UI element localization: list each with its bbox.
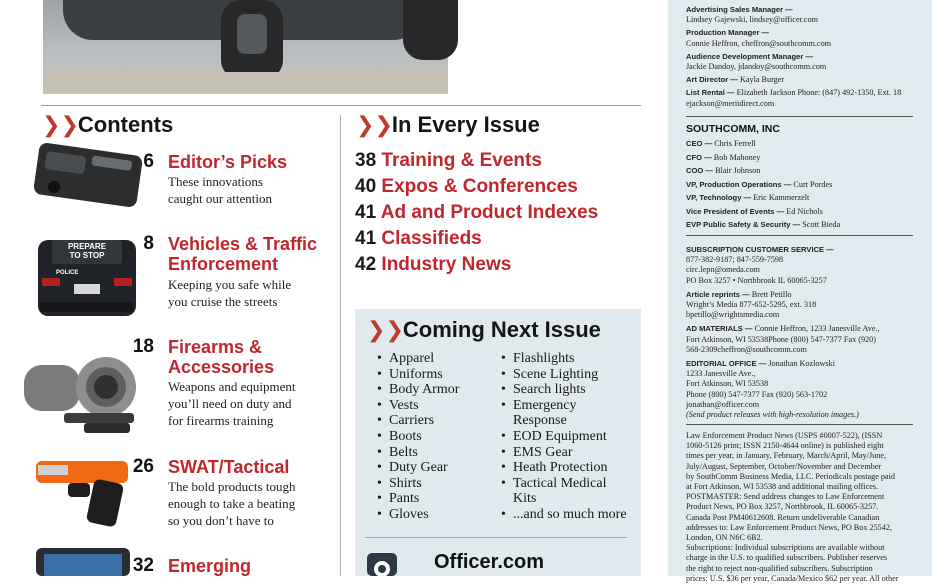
firearms-accessories-description: Weapons and equipment you’ll need on duty and for firearms training [168,379,296,428]
list-item: • Gloves [377,507,459,523]
hero-vehicle-photo [43,0,448,94]
list-item: • Carriers [377,413,459,429]
coming-next-heading [367,317,601,343]
list-item: • Shirts [377,476,459,492]
ground [43,72,448,94]
officers-list: CEO — Chris Ferrell CFO — Bob Mahoney COO — Blair Johnson VP, Production Operations — Curt Pordes VP, Technology — Eric Kammerzelt Vice President of Events — Ed Nichols EVP Public Safety & Security — Scott Bieda [686,139,841,229]
swat-tactical-description: The bold products tough enough to take a beating so you don’t have to [168,479,296,528]
list-item: • ...and so much more [501,507,627,523]
company-name: SOUTHCOMM, INC [686,123,780,135]
list-item: Kits [513,491,537,507]
list-item: • Uniforms [377,367,459,383]
swat-tactical-title[interactable]: SWAT/Tactical [168,457,290,477]
police-vehicle-thumbnail [36,236,138,320]
subscription-info: SUBSCRIPTION CUSTOMER SERVICE — 877-382-9187; 847-559-7598 circ.lepn@omeda.com PO Box 3257 • Northbrook IL 60065-3257 Article reprints — Brett Petillo Wright’s Media 877-652-5295, ext. 318 bpetillo@wrightsmedia.com AD MATERIALS — Connie Heffron, 1233 Janesville Ave., Fort Atkinson, WI 53538Phone (800) 547-7377 Fax (920) 568-2309cheffron@southcomm.com EDITORIAL OFFICE — Jonathan Kozlowski 1233 Janesville Ave., Fort Atkinson, WI 53538 Phone (800) 547-7377 Fax (920) 563-1702 jonathan@officer.com (Send product releases with high-resolution images.) [686,245,880,420]
vehicle-rim [237,14,267,54]
sidebar-rule [686,424,913,425]
panel-divider [365,537,627,538]
emerging-title[interactable]: Emerging [168,556,252,576]
page-number: 32 [132,555,154,576]
list-item: • Search lights [501,382,627,398]
coming-next-title: Coming Next Issue [402,317,601,342]
list-item: • Body Armor [377,382,459,398]
list-item: • Vests [377,398,459,414]
vehicles-traffic-description: Keeping you safe while you cruise the streets [168,277,292,309]
list-item: • EOD Equipment [501,429,627,445]
page-number: 26 [132,456,154,477]
chevron-right-icon: ❯ ❯ [367,317,397,342]
every-issue-row[interactable]: 41 Classifieds [355,228,482,249]
pepper-launcher-thumbnail [32,455,132,531]
list-item: • Apparel [377,351,459,367]
staff-list: Advertising Sales Manager — Lindsey Gajewski, lindsey@officer.com Production Manager — Connie Heffron, cheffron@southcomm.com Audience Development Manager — Jackie Dandoy, jdandoy@southcomm.com Art Director — Kayla Burger List Rental — Elizabeth Jackson Phone: (847) 492-1350, Ext. 18 ejackson@meritdirect.com [686,5,902,108]
list-item: • Boots [377,429,459,445]
list-item: • Duty Gear [377,460,459,476]
sidebar-rule [686,116,913,117]
editors-picks-title[interactable]: Editor’s Picks [168,152,288,172]
list-item: • Pants [377,491,459,507]
every-issue-row[interactable]: 40 Expos & Conferences [355,176,578,197]
list-item: • Tactical Medical [501,476,627,492]
chevron-right-icon: ❯ ❯ [42,112,72,137]
list-item: • Heath Protection [501,460,627,476]
editors-picks-description: These innovations caught our attention [168,174,272,206]
vehicle-tire [403,0,458,60]
emerging-tech-thumbnail [36,548,130,576]
chevron-right-icon: ❯ ❯ [356,112,386,137]
column-divider [340,115,341,576]
every-issue-row[interactable]: 42 Industry News [355,254,512,275]
section-divider [41,105,641,106]
officer-site-link[interactable]: Officer.com [434,551,545,573]
firearms-accessories-title[interactable]: Firearms & Accessories [168,337,275,377]
every-issue-row[interactable]: 41 Ad and Product Indexes [355,202,599,223]
vehicles-traffic-title[interactable]: Vehicles & Traffic Enforcement [168,234,318,274]
page-number: 18 [132,336,154,357]
list-item: • Belts [377,445,459,461]
list-item: • Scene Lighting [501,367,627,383]
list-item: • Flashlights [501,351,627,367]
svg-text:TO STOP: TO STOP [69,251,105,260]
sidebar-rule [686,235,913,236]
list-item: • EMS Gear [501,445,627,461]
legal-notice: Law Enforcement Product News (USPS #0007-522), (ISSN 1060-5126 print; ISSN 2150-4644 online) is published eight times per year, in January, February, March/April, May/June, July/August, September, October/November and December by SouthComm Business Media, LLC. Periodicals postage paid at Fort Atkinson, WI 53538 and additional mailing offices. POSTMASTER: Send address changes to Law Enforcement Product News, PO Box 3257, Northbrook, IL 60065-3257. Canada Post PM40612608. Return undeliverable Canadian addresses to: Law Enforcement Product News, PO Box 25542, London, ON N6C 6B2. Subscriptions: Individual subscriptions are available without charge in the U.S. to qualified subscribers. Publisher reserves the right to reject non-qualified subscribers. Subscription prices: U.S. $36 per year, Canada/Mexico $62 per year. All other [686,431,899,583]
officer-logo-icon [367,553,397,576]
coming-next-panel [355,309,641,576]
every-issue-heading [356,112,540,138]
every-issue-title: In Every Issue [391,112,540,137]
page-number: 6 [143,151,154,172]
contents-heading [42,112,173,138]
page-number: 8 [143,233,154,254]
svg-text:PREPARE: PREPARE [67,242,107,251]
coming-next-list-right [501,351,627,523]
firearms-optic-thumbnail [24,347,148,439]
svg-text:POLICE: POLICE [56,270,79,276]
masthead-sidebar [668,0,932,583]
coming-next-list-left [377,351,459,523]
contents-title: Contents [77,112,174,137]
list-item: Response [513,413,567,429]
every-issue-row[interactable]: 38 Training & Events [355,150,542,171]
list-item: • Emergency [501,398,627,414]
